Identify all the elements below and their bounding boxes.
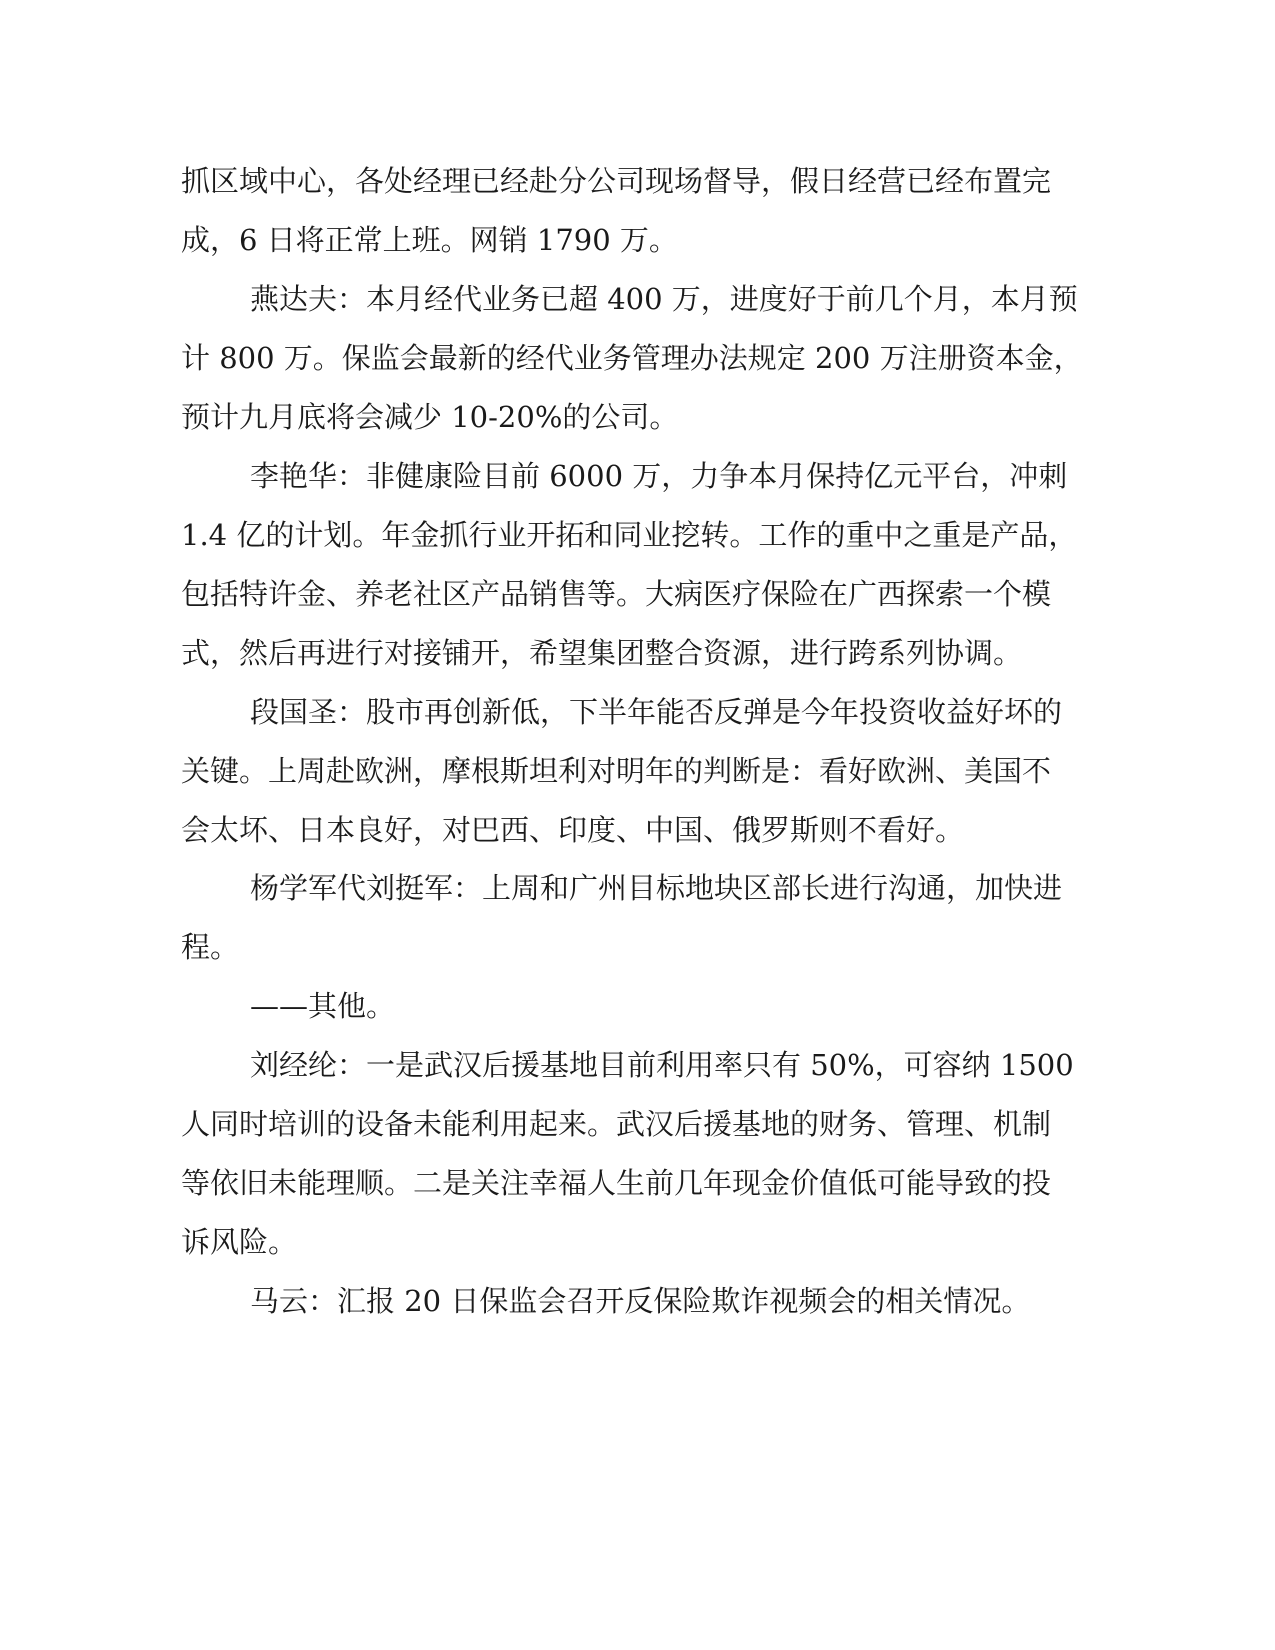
paragraph-7-line-4: 诉风险。 bbox=[181, 1225, 298, 1259]
paragraph-5-line-2: 程。 bbox=[181, 930, 240, 964]
paragraph-2-line-1: 燕达夫：本月经代业务已超 400 万，进度好于前几个月，本月预 bbox=[250, 282, 1078, 316]
paragraph-2-line-3: 预计九月底将会减少 10-20%的公司。 bbox=[181, 400, 679, 434]
section-heading-other: ——其他。 bbox=[250, 989, 396, 1023]
paragraph-3-line-3: 包括特许金、养老社区产品销售等。大病医疗保险在广西探索一个模 bbox=[181, 577, 1052, 611]
paragraph-7-line-1: 刘经纶：一是武汉后援基地目前利用率只有 50%，可容纳 1500 bbox=[250, 1048, 1074, 1082]
paragraph-3-line-1: 李艳华：非健康险目前 6000 万，力争本月保持亿元平台，冲刺 bbox=[250, 459, 1068, 493]
paragraph-1-line-2: 成，6 日将正常上班。网销 1790 万。 bbox=[181, 223, 678, 257]
paragraph-3-line-4: 式，然后再进行对接铺开，希望集团整合资源，进行跨系列协调。 bbox=[181, 636, 1023, 670]
paragraph-4-line-1: 段国圣：股市再创新低，下半年能否反弹是今年投资收益好坏的 bbox=[250, 695, 1063, 729]
paragraph-5-line-1: 杨学军代刘挺军：上周和广州目标地块区部长进行沟通，加快进 bbox=[250, 871, 1063, 905]
paragraph-7-line-3: 等依旧未能理顺。二是关注幸福人生前几年现金价值低可能导致的投 bbox=[181, 1166, 1052, 1200]
paragraph-3-line-2: 1.4 亿的计划。年金抓行业开拓和同业挖转。工作的重中之重是产品， bbox=[181, 518, 1078, 552]
paragraph-8-line-1: 马云：汇报 20 日保监会召开反保险欺诈视频会的相关情况。 bbox=[250, 1284, 1031, 1318]
paragraph-7-line-2: 人同时培训的设备未能利用起来。武汉后援基地的财务、管理、机制 bbox=[181, 1107, 1052, 1141]
paragraph-2-line-2: 计 800 万。保监会最新的经代业务管理办法规定 200 万注册资本金， bbox=[181, 341, 1083, 375]
paragraph-1-line-1: 抓区域中心，各处经理已经赴分公司现场督导，假日经营已经布置完 bbox=[181, 164, 1052, 198]
paragraph-4-line-2: 关键。上周赴欧洲，摩根斯坦利对明年的判断是：看好欧洲、美国不 bbox=[181, 754, 1052, 788]
paragraph-4-line-3: 会太坏、日本良好，对巴西、印度、中国、俄罗斯则不看好。 bbox=[181, 813, 965, 847]
